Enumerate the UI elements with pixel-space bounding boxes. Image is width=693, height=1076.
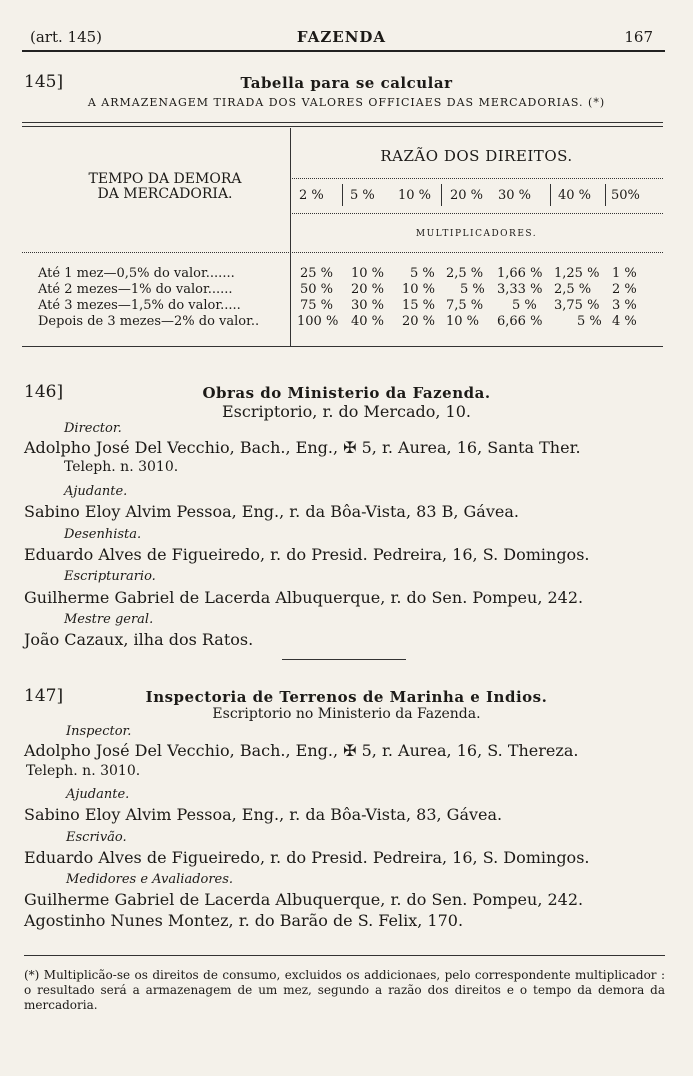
section-number-146: 146] — [24, 382, 64, 402]
role-label: Medidores e Avaliadores. — [66, 872, 234, 887]
role-label: Ajudante. — [64, 484, 128, 499]
left-header-line1: TEMPO DA DEMORA — [88, 171, 242, 187]
table-cell: 40 % — [351, 314, 385, 329]
person-entry: Adolpho José Del Vecchio, Bach., Eng., ✠ 5, r. Aurea, 16, Santa Ther. — [24, 438, 581, 457]
role-label: Desenhista. — [64, 527, 142, 542]
table-cell: 50 % — [300, 282, 334, 297]
pct-5: 5 % — [350, 188, 375, 203]
table-left-header — [40, 172, 290, 202]
section-title-147: Inspectoria de Terrenos de Marinha e Indios. — [145, 688, 548, 706]
section-title-145: Tabella para se calcular — [240, 74, 453, 92]
table-cell: 5 % — [410, 266, 435, 281]
section-office-147: Escriptorio no Ministerio da Fazenda. — [212, 706, 481, 722]
table-top-rule-2 — [22, 126, 663, 127]
person-entry: João Cazaux, ilha dos Ratos. — [24, 630, 254, 649]
role-label: Escripturario. — [64, 569, 156, 584]
table-cell: 2,5 % — [446, 266, 484, 281]
mult-wavy-rule — [22, 252, 663, 253]
person-entry: Agostinho Nunes Montez, r. do Barão de S. Felix, 170. — [24, 911, 464, 930]
header-title: FAZENDA — [296, 28, 387, 46]
table-top-rule — [22, 122, 663, 123]
page-number: 167 — [624, 28, 653, 46]
table-cell: 4 % — [612, 314, 637, 329]
person-phone: Teleph. n. 3010. — [26, 763, 141, 779]
section-number-145: 145] — [24, 72, 64, 92]
section-separator — [282, 659, 406, 660]
table-cell: 3,33 % — [497, 282, 543, 297]
row-label: Até 3 mezes—1,5% do valor..... — [38, 298, 241, 313]
table-cell: 1,66 % — [497, 266, 543, 281]
table-cell: 5 % — [577, 314, 602, 329]
left-header-line2: DA MERCADORIA. — [97, 186, 233, 202]
person-entry: Sabino Eloy Alvim Pessoa, Eng., r. da Bôa-Vista, 83 B, Gávea. — [24, 502, 519, 521]
table-cell: 75 % — [300, 298, 334, 313]
person-entry: Guilherme Gabriel de Lacerda Albuquerque, r. do Sen. Pompeu, 242. — [24, 890, 584, 909]
table-cell: 10 % — [402, 282, 436, 297]
row-label: Até 2 mezes—1% do valor...... — [38, 282, 233, 297]
pct-2: 2 % — [299, 188, 324, 203]
table-cell: 5 % — [460, 282, 485, 297]
table-right-header: RAZÃO DOS DIREITOS. — [380, 147, 573, 165]
section-subtitle-145: A ARMAZENAGEM TIRADA DOS VALORES OFFICIAES DAS MERCADORIAS. (*) — [87, 96, 606, 109]
role-label: Director. — [64, 421, 122, 436]
pct-separator — [441, 184, 442, 206]
header-wavy-rule — [290, 178, 663, 179]
person-entry: Sabino Eloy Alvim Pessoa, Eng., r. da Bôa-Vista, 83, Gávea. — [24, 805, 503, 824]
table-cell: 20 % — [402, 314, 436, 329]
header-article-ref: (art. 145) — [30, 28, 103, 46]
table-cell: 100 % — [297, 314, 339, 329]
footnote: (*) Multiplicão-se os direitos de consumo, excluidos os addicionaes, pelo correspondente multiplicador : o resultado será a armazenagem de um mez, segundo a razão dos direitos e o tempo da demora da mercadoria. — [24, 968, 665, 1012]
table-cell: 25 % — [300, 266, 334, 281]
table-cell: 15 % — [402, 298, 436, 313]
pct-separator — [605, 184, 606, 206]
pct-50: 50% — [611, 188, 640, 203]
header-rule — [22, 50, 665, 52]
table-cell: 2,5 % — [554, 282, 592, 297]
percent-wavy-rule — [290, 213, 663, 214]
role-label: Inspector. — [66, 724, 132, 739]
role-label: Mestre geral. — [64, 612, 154, 627]
table-cell: 1,25 % — [554, 266, 600, 281]
table-cell: 5 % — [512, 298, 537, 313]
section-title-146: Obras do Ministerio da Fazenda. — [202, 384, 491, 402]
person-entry: Eduardo Alves de Figueiredo, r. do Presid. Pedreira, 16, S. Domingos. — [24, 545, 590, 564]
person-entry: Eduardo Alves de Figueiredo, r. do Presid. Pedreira, 16, S. Domingos. — [24, 848, 590, 867]
table-cell: 10 % — [351, 266, 385, 281]
row-label: Depois de 3 mezes—2% do valor.. — [38, 314, 260, 329]
table-bottom-rule — [22, 346, 663, 347]
person-phone: Teleph. n. 3010. — [64, 459, 179, 475]
section-number-147: 147] — [24, 686, 64, 706]
table-cell: 7,5 % — [446, 298, 484, 313]
pct-30: 30 % — [498, 188, 532, 203]
pct-separator — [550, 184, 551, 206]
table-cell: 20 % — [351, 282, 385, 297]
table-cell: 3,75 % — [554, 298, 600, 313]
table-cell: 2 % — [612, 282, 637, 297]
table-cell: 10 % — [446, 314, 480, 329]
table-cell: 3 % — [612, 298, 637, 313]
row-label: Até 1 mez—0,5% do valor....... — [38, 266, 235, 281]
table-cell: 6,66 % — [497, 314, 543, 329]
pct-20: 20 % — [450, 188, 484, 203]
person-entry: Adolpho José Del Vecchio, Bach., Eng., ✠ 5, r. Aurea, 16, S. Thereza. — [24, 741, 579, 760]
person-entry: Guilherme Gabriel de Lacerda Albuquerque, r. do Sen. Pompeu, 242. — [24, 588, 584, 607]
table-cell: 1 % — [612, 266, 637, 281]
pct-separator — [342, 184, 343, 206]
multiplicadores-label: MULTIPLICADORES. — [415, 229, 538, 239]
running-header — [30, 28, 653, 48]
role-label: Escrivão. — [66, 830, 127, 845]
role-label: Ajudante. — [66, 787, 130, 802]
pct-40: 40 % — [558, 188, 592, 203]
footnote-rule — [24, 955, 665, 956]
pct-10: 10 % — [398, 188, 432, 203]
table-cell: 30 % — [351, 298, 385, 313]
section-office-146: Escriptorio, r. do Mercado, 10. — [221, 402, 471, 421]
